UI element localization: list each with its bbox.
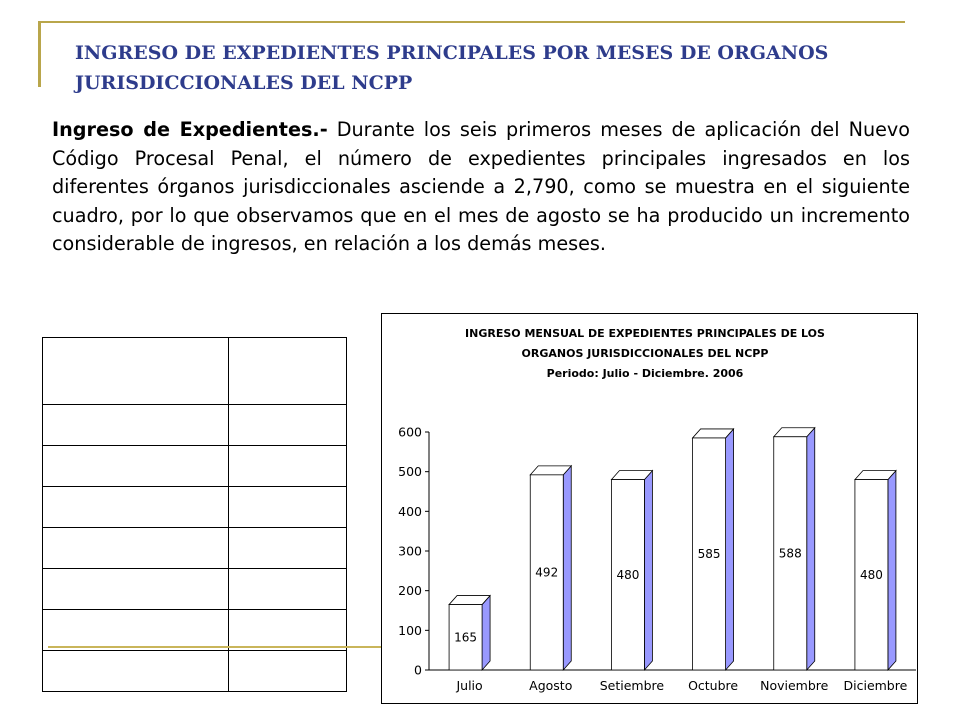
- bar-side: [482, 596, 490, 670]
- x-tick-label: Agosto: [529, 678, 573, 693]
- body-paragraph: [52, 116, 910, 259]
- data-label: 492: [535, 565, 559, 580]
- chart-title-line-3: Periodo: Julio - Diciembre. 2006: [546, 367, 744, 380]
- left-rule: [38, 21, 41, 87]
- y-tick-label: 300: [398, 543, 422, 559]
- y-tick-label: 600: [398, 424, 422, 440]
- top-rule: [40, 21, 905, 23]
- table-cell: [43, 487, 229, 528]
- table-row: [43, 405, 347, 446]
- table-row: [43, 651, 347, 692]
- bars-layer: [398, 425, 916, 694]
- data-label: 165: [454, 630, 478, 645]
- bar-side: [644, 471, 652, 670]
- table-cell: [43, 651, 229, 692]
- x-tick-label: Julio: [456, 678, 483, 693]
- y-tick-label: 500: [398, 464, 422, 480]
- y-tick-label: 400: [398, 503, 422, 519]
- table-cell: [229, 446, 347, 487]
- table-cell: [229, 338, 347, 405]
- table-cell: [43, 338, 229, 405]
- table-cell: [43, 569, 229, 610]
- table-row: [43, 610, 347, 651]
- data-label: 588: [778, 546, 802, 561]
- y-tick-label: 0: [414, 662, 422, 678]
- bar-side: [563, 466, 571, 670]
- chart-svg: [382, 314, 917, 703]
- table-cell: [229, 487, 347, 528]
- y-tick-label: 200: [398, 583, 422, 599]
- bar-side: [726, 429, 734, 670]
- table-row: [43, 446, 347, 487]
- slide-title: INGRESO DE EXPEDIENTES PRINCIPALES POR MESES DE ORGANOS JURISDICCIONALES DEL NCPP: [75, 42, 829, 94]
- table-row: [43, 528, 347, 569]
- table-cell: [43, 610, 229, 651]
- chart-title-line-2: ORGANOS JURISDICCIONALES DEL NCPP: [521, 347, 769, 360]
- body-lead: Ingreso de Expedientes.-: [52, 118, 328, 141]
- bar-side: [807, 428, 815, 670]
- table-cell: [43, 528, 229, 569]
- table-cell: [43, 405, 229, 446]
- x-tick-label: Setiembre: [599, 678, 665, 693]
- x-tick-label: Octubre: [688, 678, 739, 693]
- table-row: [43, 338, 347, 405]
- table-cell: [229, 610, 347, 651]
- table-row: [43, 569, 347, 610]
- chart-title-line-1: INGRESO MENSUAL DE EXPEDIENTES PRINCIPALES DE LOS: [465, 327, 825, 340]
- bar-chart: [381, 313, 918, 704]
- data-label: 480: [859, 567, 883, 582]
- table-cell: [43, 446, 229, 487]
- table-cell: [229, 569, 347, 610]
- x-tick-label: Noviembre: [760, 678, 829, 693]
- x-tick-label: Diciembre: [843, 678, 908, 693]
- body-text: Durante los seis primeros meses de aplicación del Nuevo Código Procesal Penal, el número de expedientes principales ingresados en los diferentes órganos jurisdiccionales asciende a 2,790, como se muestra en el siguiente cuadro, por lo que observamos que en el mes de agosto se ha producido un incremento considerable de ingresos, en relación a los demás meses.: [52, 118, 911, 255]
- empty-table: [42, 337, 347, 692]
- table-cell: [229, 405, 347, 446]
- table-cell: [229, 528, 347, 569]
- bar-side: [888, 471, 896, 670]
- data-label: 585: [697, 546, 721, 561]
- y-tick-label: 100: [398, 622, 422, 638]
- table-row: [43, 487, 347, 528]
- data-label: 480: [616, 567, 640, 582]
- table-cell: [229, 651, 347, 692]
